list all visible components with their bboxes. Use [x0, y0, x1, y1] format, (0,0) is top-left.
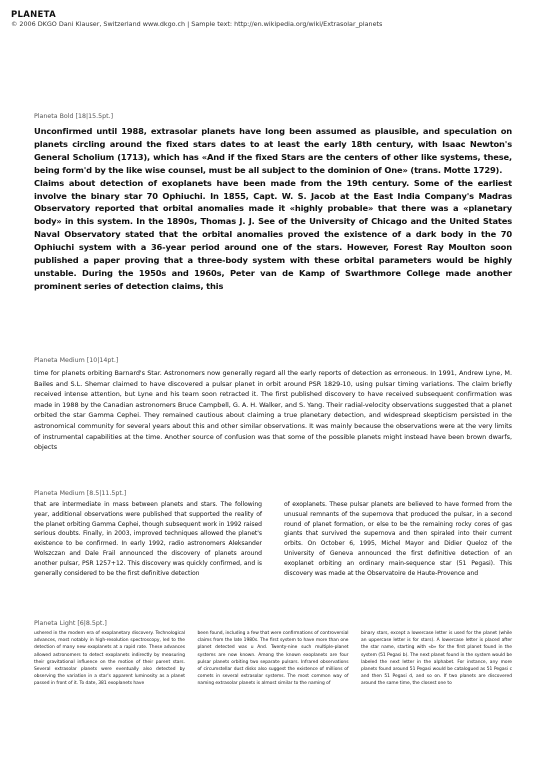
medium-small-section-label: Planeta Medium [8.5|11.5pt.] [34, 490, 127, 497]
copyright-line: © 2006 DKGO Dani Klauser, Switzerland www.dkgo.ch | Sample text: http://en.wikipedia.org/wiki/Extrasolar_planets [11, 20, 383, 28]
text-column: that are intermediate in mass between planets and stars. The following year, additional observations were published that supported the reality of the planet orbiting Gamma Cephei, though subsequent work in 1992 raised serious doubts. Finally, in 2003, improved techniques allowed the planet's existence to be confirmed. In early 1992, radio astronomers Aleksander Wolszczan and Dale Frail announced the discovery of planets around another pulsar, PSR 1257+12. This discovery was quickly confirmed, and is generally considered to be the first definitive detection [34, 501, 262, 577]
bold-section-label: Planeta Bold [18|15.5pt.] [34, 113, 114, 120]
light-section-label: Planeta Light [6|8.5pt.] [34, 620, 107, 627]
page-header [11, 10, 531, 29]
font-name-title: PLANETA [11, 10, 56, 20]
bold-paragraph: Claims about detection of exoplanets have been made from the 19th century. Some of the earliest involve the binary star 70 Ophiuchi. In 1855, Capt. W. S. Jacob at the East India Company's Madras Observatory reported that orbital anomalies made it «highly probable» that there was a «planetary body» in this system. In the 1890s, Thomas J. J. See of the University of Chicago and the United States Naval Observatory stated that the orbital anomalies proved the existence of a dark body in the 70 Ophiuchi system with a 36-year period around one of the stars. However, Forest Ray Moulton soon published a paper proving that a three-body system with these orbital parameters would be highly unstable. During the 1950s and 1960s, Peter van de Kamp of Swarthmore College made another prominent series of detection claims, this [34, 177, 512, 291]
medium-sample-text: time for planets orbiting Barnard's Star. Astronomers now generally regard all the early reports of detection as erroneous. In 1991, Andrew Lyne, M. Bailes and S.L. Shemar claimed to have discovered a pulsar planet in orbit around PSR 1829-10, using pulsar timing variations. The claim briefly received intense attention, but Lyne and his team soon retracted it. The first published discovery to have received subsequent confirmation was made in 1988 by the Canadian astronomers Bruce Campbell, G. A. H. Walker, and S. Yang. Their radial-velocity observations suggested that a planet orbited the star Gamma Cephei. They remained cautious about claiming a true planetary detection, and widespread skepticism persisted in the astronomical community for several years about this and other similar observations. It was mainly because the observations were at the very limits of instrumental capabilities at the time. Another source of confusion was that some of the possible planets might instead have been brown dwarfs, objects [34, 369, 512, 452]
medium-small-columns [34, 500, 512, 578]
light-columns [34, 630, 512, 688]
text-column: been found, including a few that were confirmations of controversial claims from the late 1980s. The first system to have more than one planet detected was u And. Twenty-nine such multiple-planet systems are now known. Among the known exoplanets are four pulsar planets orbiting two separate pulsars. Infrared observations of circumstellar dust disks also suggest the existence of millions of comets in several extrasolar systems. The most common way of naming extrasolar planets is almost similar to the naming of [197, 631, 349, 687]
text-column: binary stars, except a lowercase letter is used for the planet (while an uppercase letter is for stars). A lowercase letter is placed after the star name, starting with «b» for the first planet found in the system (51 Pegasi b). The next planet found in the system would be labeled the next letter in the alphabet. For instance, any more planets found around 51 Pegasi would be catalogued as 51 Pegasi c and then 51 Pegasi d, and so on. If two planets are discovered around the same time, the closest one to [361, 631, 512, 687]
text-column: of exoplanets. These pulsar planets are believed to have formed from the unusual remnants of the supernova that produced the pulsar, in a second round of planet formation, or else to be the remaining rocky cores of gas giants that survived the supernova and then spiraled into their current orbits. On October 6, 1995, Michel Mayor and Didier Queloz of the University of Geneva announced the first definitive detection of an exoplanet orbiting an ordinary main-sequence star (51 Pegasi). This discovery was made at the Observatoire de Haute-Provence and [284, 501, 512, 577]
bold-sample-text [34, 125, 512, 293]
bold-paragraph: Unconfirmed until 1988, extrasolar planets have long been assumed as plausible, and speculation on planets circling around the fixed stars dates to at least the early 18th century, with Isaac Newton's General Scholium (1713), which has «And if the fixed Stars are the centers of other like systems, these, being form'd by the like wise counsel, must be all subject to the dominion of One» (trans. Motte 1729). [34, 126, 512, 175]
medium-section-label: Planeta Medium [10|14pt.] [34, 357, 119, 364]
text-column: ushered in the modern era of exoplanetary discovery. Technological advances, most notably in high-resolution spectroscopy, led to the detection of many new exoplanets at a rapid rate. These advances allowed astronomers to detect exoplanets indirectly by measuring their gravitational influence on the motion of their parent stars. Several extrasolar planets were eventually also detected by observing the variation in a star's apparent luminosity as a planet passed in front of it. To date, 381 exoplanets have [34, 631, 185, 687]
